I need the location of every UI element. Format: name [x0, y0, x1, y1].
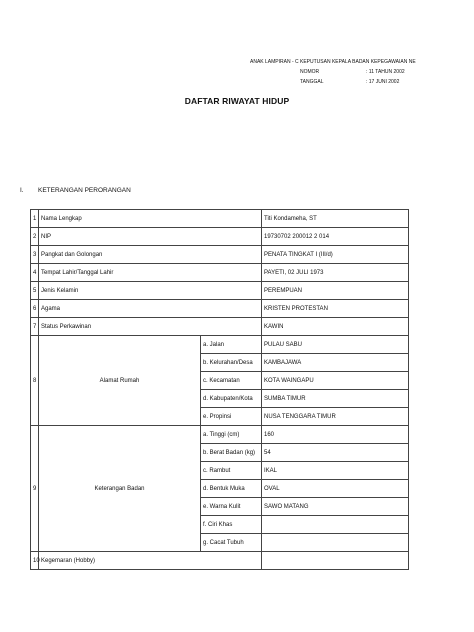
tanggal-label: TANGGAL: [300, 79, 324, 85]
decree-title: KEPUTUSAN KEPALA BADAN KEPEGAWAIAN NE: [300, 59, 416, 65]
sub-item-value: OVAL: [262, 480, 409, 498]
table-row: [31, 300, 409, 318]
sub-item-label: b. Berat Badan (kg): [201, 444, 262, 462]
row-number: 10: [31, 552, 39, 570]
row-label: Agama: [39, 300, 262, 318]
row-label: Pangkat dan Golongan: [39, 246, 262, 264]
table-row: [31, 318, 409, 336]
section-number: I.: [20, 187, 24, 194]
table-row: [31, 282, 409, 300]
sub-item-label: f. Ciri Khas: [201, 516, 262, 534]
row-number: 6: [31, 300, 39, 318]
sub-item-label: d. Kabupaten/Kota: [201, 390, 262, 408]
sub-item-value: [262, 516, 409, 534]
row-number: 1: [31, 210, 39, 228]
table-row: [31, 228, 409, 246]
group-number: 9: [31, 426, 39, 552]
sub-item-value: IKAL: [262, 462, 409, 480]
sub-item-label: g. Cacat Tubuh: [201, 534, 262, 552]
page-title: DAFTAR RIWAYAT HIDUP: [184, 96, 290, 106]
sub-item-value: 160: [262, 426, 409, 444]
sub-item-label: d. Bentuk Muka: [201, 480, 262, 498]
sub-item-value: SAWO MATANG: [262, 498, 409, 516]
table-row: [31, 264, 409, 282]
table-row: [31, 210, 409, 228]
row-number: 2: [31, 228, 39, 246]
group-label: Keterangan Badan: [39, 426, 201, 552]
row-number: 4: [31, 264, 39, 282]
table-row: [31, 336, 409, 354]
row-number: 3: [31, 246, 39, 264]
row-number: 5: [31, 282, 39, 300]
group-label: Alamat Rumah: [39, 336, 201, 426]
row-value: KRISTEN PROTESTAN: [262, 300, 409, 318]
sub-item-value: [262, 534, 409, 552]
sub-item-label: a. Tinggi (cm): [201, 426, 262, 444]
sub-item-label: b. Kelurahan/Desa: [201, 354, 262, 372]
sub-item-label: e. Propinsi: [201, 408, 262, 426]
row-value: [262, 552, 409, 570]
row-label: Status Perkawinan: [39, 318, 262, 336]
sub-item-value: KAMBAJAWA: [262, 354, 409, 372]
sub-item-value: 54: [262, 444, 409, 462]
sub-item-value: KOTA WAINGAPU: [262, 372, 409, 390]
section-title: KETERANGAN PERORANGAN: [38, 187, 131, 194]
row-value: KAWIN: [262, 318, 409, 336]
row-value: PAYETI, 02 JULI 1973: [262, 264, 409, 282]
row-label: Tempat Lahir/Tanggal Lahir: [39, 264, 262, 282]
table-row: [31, 552, 409, 570]
nomor-value: : 11 TAHUN 2002: [366, 69, 405, 75]
personal-info-table: [30, 209, 409, 570]
group-number: 8: [31, 336, 39, 426]
attachment-label: ANAK LAMPIRAN - C: [250, 59, 299, 65]
row-number: 7: [31, 318, 39, 336]
sub-item-label: a. Jalan: [201, 336, 262, 354]
tanggal-value: : 17 JUNI 2002: [366, 79, 400, 85]
sub-item-value: SUMBA TIMUR: [262, 390, 409, 408]
sub-item-value: PULAU SABU: [262, 336, 409, 354]
row-value: PEREMPUAN: [262, 282, 409, 300]
table-row: [31, 426, 409, 444]
sub-item-label: c. Rambut: [201, 462, 262, 480]
row-label: Jenis Kelamin: [39, 282, 262, 300]
row-label: Nama Lengkap: [39, 210, 262, 228]
row-value: Titi Kondameha, ST: [262, 210, 409, 228]
table-row: [31, 246, 409, 264]
row-value: PENATA TINGKAT I (III/d): [262, 246, 409, 264]
row-label: NIP: [39, 228, 262, 246]
row-value: 19730702 200012 2 014: [262, 228, 409, 246]
row-label: Kegemaran (Hobby): [39, 552, 262, 570]
nomor-label: NOMOR: [300, 69, 320, 75]
sub-item-value: NUSA TENGGARA TIMUR: [262, 408, 409, 426]
sub-item-label: c. Kecamatan: [201, 372, 262, 390]
sub-item-label: e. Warna Kulit: [201, 498, 262, 516]
